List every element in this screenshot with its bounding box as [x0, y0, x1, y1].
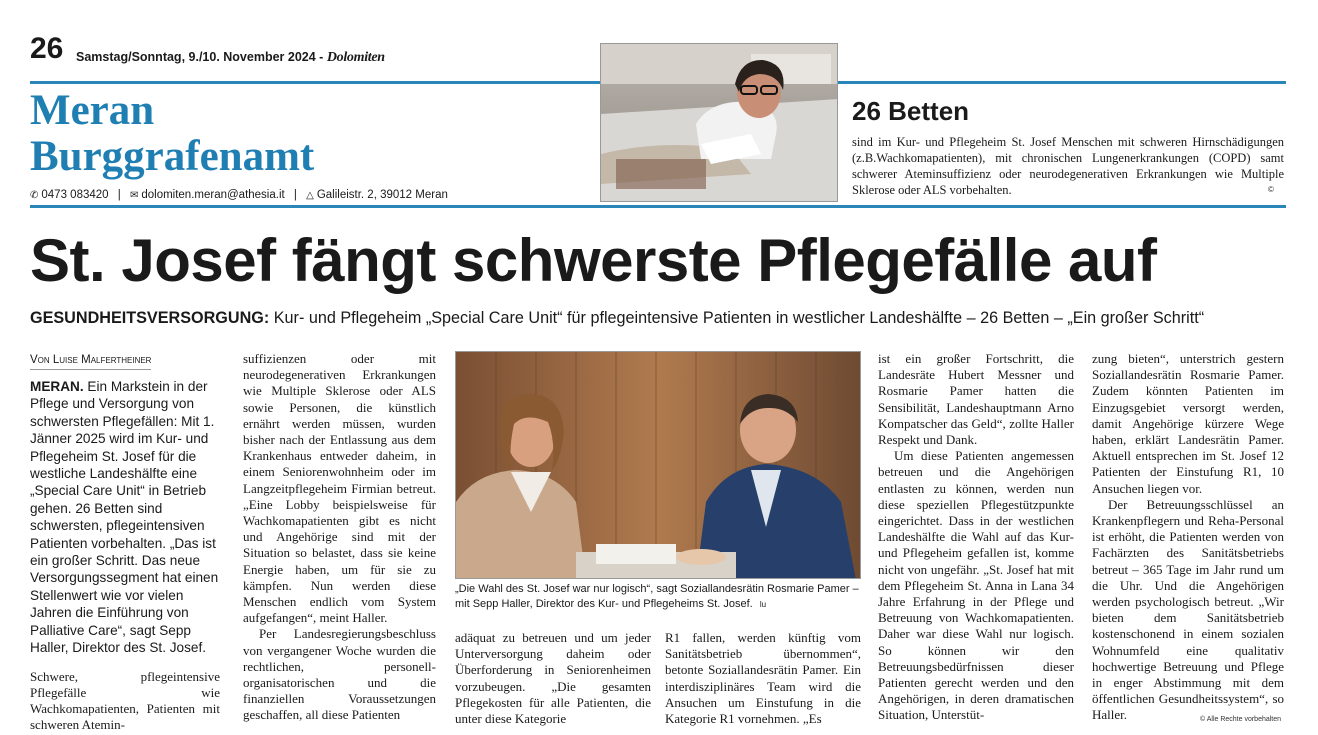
paragraph: Per Landesregierungsbeschluss von vergangener Woche wurden die rechtlichen, personell-organisatorischen und die finanziellen Voraussetzungen geschaffen, all diese Patienten	[243, 626, 436, 723]
rights-notice: © Alle Rechte vorbehalten	[1200, 716, 1282, 723]
header-rule-left	[30, 81, 600, 84]
teaser-title: 26 Betten	[852, 96, 970, 126]
teaser-photo	[600, 43, 838, 202]
issue-date: Samstag/Sonntag, 9./10. November 2024 -	[76, 50, 324, 64]
postal-address: Galileistr. 2, 39012 Meran	[316, 189, 448, 201]
caption-text: „Die Wahl des St. Josef war nur logisch“, sagt Soziallandesrätin Rosmarie Pamer – mit Sepp Haller, Direktor des Kur- und Pflegeheims St. Josef.	[455, 583, 859, 610]
paragraph: ist ein großer Fortschritt, die Landesräte Hubert Messner und Rosmarie Pamer hatten die Sensibilität, Landeshauptmann Arno Kompatscher das Geld“, zollte Haller Respekt und Dank.	[878, 351, 1074, 448]
mail-icon: ✉	[129, 190, 139, 201]
section-rule	[30, 205, 1286, 208]
section-title	[30, 88, 314, 180]
phone-icon: ✆	[30, 190, 39, 201]
copyright-mark: ©	[1268, 185, 1274, 194]
page-number: 26	[30, 32, 64, 65]
subhead-text: Kur- und Pflegeheim „Special Care Unit“ für pflegeintensive Patienten in westlicher Landeshälfte – 26 Betten – „Ein großer Schritt“	[273, 309, 1205, 327]
date-line	[76, 49, 385, 66]
article-headline: St. Josef fängt schwerste Pflegefälle auf	[30, 227, 1157, 294]
location-icon: △	[306, 190, 314, 201]
paragraph: Der Betreuungsschlüssel an Krankenpflegern und Reha-Personal ist erhöht, die Patienten werden von Fachärzten des Sanitätsbetriebs betreut – 365 Tage im Jahr rund um die Uhr. Und die Angehörigen werden psychologisch betreut. „Wir bieten dem Sanitätsbetrieb kostenschonend in einem sozialen Wohnumfeld eine qualitativ hochwertige Betreuung und Pflege in enger Abstimmung mit dem öffentlichen Gesundheitssystem“, so Haller.	[1092, 496, 1284, 723]
lead-place: MERAN.	[30, 379, 84, 394]
column-1-body: Schwere, pflegeintensive Pflegefälle wie Wachkomapatienten, Patienten mit schweren Atemin-	[30, 668, 220, 733]
article-photo-image	[456, 352, 861, 579]
teaser-photo-image	[601, 44, 838, 202]
separator: |	[293, 189, 297, 201]
column-3b: R1 fallen, werden künftig vom Sanitätsbetrieb übernommen“, betonte Soziallandesrätin Pamer. Ein interdisziplinäres Team wird die Ansuchen um Einstufung in die Kategorie R1 vornehmen. „Es	[665, 630, 861, 727]
paragraph: zung bieten“, unterstrich gestern Soziallandesrätin Rosmarie Pamer. Zudem könnten Patienten im Einzugsgebiet versorgt werden, damit Angehörige kürzere Wege haben, erklärt Landesrätin Pamer. Aktuell entsprechen im St. Josef 12 Patienten der Einstufung R1, 10 Ansuchen liegen vor.	[1092, 351, 1284, 496]
column-1	[30, 351, 220, 733]
contact-line	[30, 188, 448, 203]
separator: |	[117, 189, 121, 201]
photo-caption	[455, 582, 861, 612]
article-subhead	[30, 308, 1204, 328]
teaser-text: sind im Kur- und Pflegeheim St. Josef Menschen mit schweren Hirnschädigungen (z.B.Wachkomapatienten), mit chronischen Lungenerkrankungen (COPD) samt schwerer Ateminsuffizienz oder neurodegenerativen Erkrankungen wie Multiple Sklerose oder ALS vorbehalten.	[852, 135, 1284, 197]
photo-credit: lu	[759, 600, 767, 609]
column-5	[1092, 351, 1284, 724]
paragraph: Um diese Patienten angemessen betreuen und die Angehörigen entlasten zu können, werden nun diese speziellen Pflegestützpunkte eingerichtet. Dass in der westlichen Landeshälfte die Wahl auf das Kur- und Pflegeheim gefallen ist, komme nicht von ungefähr. „St. Josef hat mit dem Pflegeheim St. Anna in Lana 34 Jahre Erfahrung in der Pflege und Betreuung von Wachkomapatienten. Daher war diese Wahl nur logisch. So können wir den Betreuungsbedürfnissen dieser Patienten gerecht werden und den Angehörigen, in deren dramatischen Situation, Unterstüt-	[878, 448, 1074, 723]
article-photo	[455, 351, 861, 579]
column-3	[455, 630, 861, 727]
byline: Von Luise Malfertheiner	[30, 353, 151, 370]
email-address[interactable]: dolomiten.meran@athesia.it	[141, 189, 285, 201]
masthead-logo: Dolomiten	[326, 50, 385, 65]
header-rule-right	[838, 81, 1286, 84]
column-2	[243, 351, 436, 724]
phone-number: 0473 083420	[41, 189, 109, 201]
article-lead	[30, 378, 220, 657]
column-3a: adäquat zu betreuen und um jeder Unterversorgung daheim oder Überforderung in Seniorenheimen vorzubeugen. „Die gesamten Pflegekosten für alle Patienten, die unter diese Kategorie	[455, 630, 651, 727]
kicker: GESUNDHEITSVERSORGUNG:	[30, 309, 270, 327]
section-title-line1: Meran	[30, 87, 155, 134]
column-4	[878, 351, 1074, 724]
lead-text: Ein Markstein in der Pflege und Versorgung von schwersten Pflegefällen: Mit 1. Jänner 2025 wird im Kur- und Pflegeheim St. Josef für die westliche Landeshälfte eine „Special Care Unit“ in Betrieb gehen. 26 Betten sind schwersten, pflegeintensiven Patienten vorbehalten. „Das ist ein großer Schritt. Das neue Versorgungssegment hat einen Stellenwert wie vor vielen Jahren die Einführung von Palliative Care“, sagt Sepp Haller, Direktor des St. Josef.	[30, 379, 219, 656]
section-title-line2: Burggrafenamt	[30, 133, 315, 180]
paragraph: suffizienzen oder mit neurodegenerativen Erkrankungen wie Multiple Sklerose oder ALS sowie Personen, die künstlich ernährt werden müssen, wurden bisher nach der Entlassung aus dem Krankenhaus entweder daheim, in einem Seniorenwohnheim oder im Langzeitpflegeheim Firmian betreut. „Eine Lobby beispielsweise für Wachkomapatienten gibt es nicht und Angehörige sind mit der Situation so belastet, dass sie keine Energie haben, um für sie zu kämpfen. Nun werden diese Menschen endlich vom System aufgefangen“, meint Haller.	[243, 351, 436, 626]
